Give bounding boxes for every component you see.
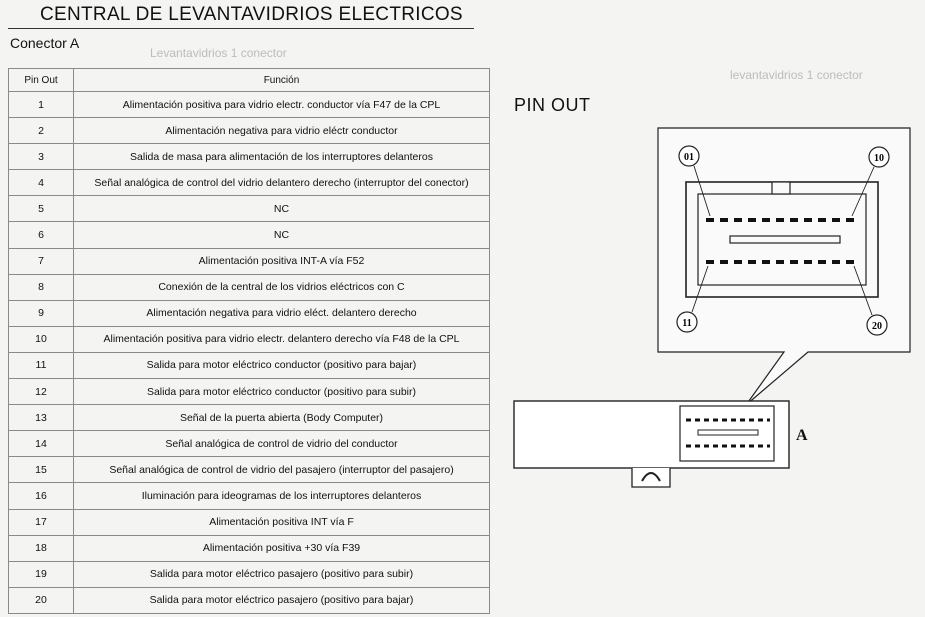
pin-number-cell: 17 [9, 509, 74, 535]
pin-number-cell: 16 [9, 483, 74, 509]
column-header-pin: Pin Out [9, 69, 74, 92]
function-cell: Señal analógica de control del vidrio delantero derecho (interruptor del conector) [74, 170, 490, 196]
pin-number-cell: 13 [9, 405, 74, 431]
table-row [9, 379, 490, 405]
function-cell: Iluminación para ideogramas de los interruptores delanteros [74, 483, 490, 509]
pin-label-20: 20 [872, 321, 882, 332]
function-cell: NC [74, 196, 490, 222]
table-row [9, 457, 490, 483]
table-row [9, 196, 490, 222]
pin-number-cell: 4 [9, 170, 74, 196]
function-cell: Salida de masa para alimentación de los interruptores delanteros [74, 144, 490, 170]
page-title: CENTRAL DE LEVANTAVIDRIOS ELECTRICOS [40, 4, 463, 25]
table-row [9, 535, 490, 561]
pin-number-cell: 2 [9, 118, 74, 144]
function-cell: Conexión de la central de los vidrios eléctricos con C [74, 274, 490, 300]
pin-table [8, 68, 490, 614]
function-cell: Salida para motor eléctrico pasajero (positivo para subir) [74, 561, 490, 587]
connector-letter-label: A [796, 427, 808, 444]
pin-number-cell: 6 [9, 222, 74, 248]
table-row [9, 561, 490, 587]
function-cell: NC [74, 222, 490, 248]
table-row [9, 431, 490, 457]
module-connector-socket [680, 406, 774, 461]
function-cell: Alimentación positiva para vidrio electr. conductor vía F47 de la CPL [74, 92, 490, 118]
function-cell: Alimentación positiva +30 vía F39 [74, 535, 490, 561]
function-cell: Señal de la puerta abierta (Body Computer) [74, 405, 490, 431]
pin-number-cell: 7 [9, 248, 74, 274]
function-cell: Alimentación negativa para vidrio eléctr conductor [74, 118, 490, 144]
table-row [9, 352, 490, 378]
bleed-through-text: levantavidrios 1 conector [730, 68, 863, 82]
function-cell: Salida para motor eléctrico pasajero (positivo para bajar) [74, 587, 490, 613]
column-header-funcion: Función [74, 69, 490, 92]
pin-number-cell: 9 [9, 300, 74, 326]
pin-number-cell: 1 [9, 92, 74, 118]
pin-number-cell: 14 [9, 431, 74, 457]
function-cell: Alimentación positiva INT vía F [74, 509, 490, 535]
pin-number-cell: 5 [9, 196, 74, 222]
pin-number-cell: 19 [9, 561, 74, 587]
pin-label-10: 10 [874, 153, 884, 164]
table-row [9, 92, 490, 118]
table-row [9, 248, 490, 274]
table-header-row [9, 69, 490, 92]
pin-number-cell: 8 [9, 274, 74, 300]
table-row [9, 509, 490, 535]
table-row [9, 587, 490, 613]
pin-table-body [9, 92, 490, 614]
table-row [9, 222, 490, 248]
function-cell: Señal analógica de control de vidrio del pasajero (interruptor del pasajero) [74, 457, 490, 483]
function-cell: Alimentación positiva INT-A vía F52 [74, 248, 490, 274]
pin-number-cell: 11 [9, 352, 74, 378]
pin-label-01: 01 [684, 152, 694, 163]
pin-out-heading: PIN OUT [514, 95, 591, 115]
function-cell: Alimentación positiva para vidrio electr. delantero derecho vía F48 de la CPL [74, 326, 490, 352]
table-row [9, 170, 490, 196]
detail-callout [658, 128, 910, 405]
function-cell: Salida para motor eléctrico conductor (positivo para subir) [74, 379, 490, 405]
pin-number-cell: 10 [9, 326, 74, 352]
connector-diagram [508, 120, 918, 500]
title-underline [8, 28, 474, 29]
pin-number-cell: 15 [9, 457, 74, 483]
table-row [9, 274, 490, 300]
table-row [9, 118, 490, 144]
pin-number-cell: 20 [9, 587, 74, 613]
table-row [9, 483, 490, 509]
connector-subtitle: Conector A [10, 35, 80, 51]
function-cell: Alimentación negativa para vidrio eléct. delantero derecho [74, 300, 490, 326]
function-cell: Señal analógica de control de vidrio del conductor [74, 431, 490, 457]
pin-number-cell: 3 [9, 144, 74, 170]
pin-number-cell: 12 [9, 379, 74, 405]
bleed-through-text: Levantavidrios 1 conector [150, 46, 287, 60]
table-row [9, 326, 490, 352]
connector-key-notch [772, 182, 790, 194]
module-mount-tab [632, 468, 670, 487]
pin-label-11: 11 [682, 318, 692, 329]
table-row [9, 144, 490, 170]
pin-number-cell: 18 [9, 535, 74, 561]
table-row [9, 300, 490, 326]
table-row [9, 405, 490, 431]
function-cell: Salida para motor eléctrico conductor (positivo para bajar) [74, 352, 490, 378]
